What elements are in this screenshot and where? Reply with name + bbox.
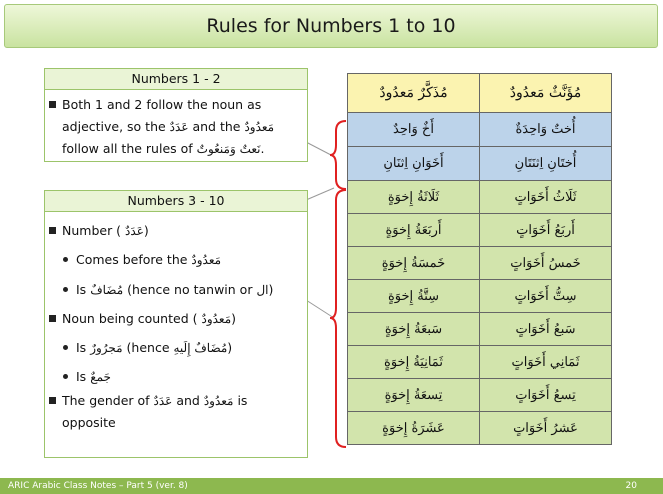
cell-masculine: سِتَّةُ إِخوَةٍ xyxy=(348,280,480,313)
cell-masculine: خَمسَةُ إِخوَةٍ xyxy=(348,247,480,280)
bullet-item: Noun being counted ( مَعدُودٌ) xyxy=(49,304,301,332)
bullet-dot-icon xyxy=(63,374,68,379)
cell-feminine: تِسعُ أَخَوَاتٍ xyxy=(480,379,612,412)
sub-bullet-item: Comes before the مَعدُودٌ xyxy=(63,244,301,274)
connector-line-2b xyxy=(306,300,334,318)
table-row xyxy=(348,379,612,412)
numbers-table xyxy=(347,73,612,445)
cell-feminine: أَربَعُ أَخَوَاتٍ xyxy=(480,214,612,247)
cell-masculine: عَشَرَةُ إِخوَةٍ xyxy=(348,412,480,445)
connector-line-2a xyxy=(306,188,334,200)
bullet-dot-icon xyxy=(63,257,68,262)
panel-heading: Numbers 3 - 10 xyxy=(45,191,307,212)
text-line: adjective, so the عَدَدٌ and the مَعدُودٌ xyxy=(62,119,275,134)
bullet-item: Number ( عَدَدٌ) xyxy=(49,216,301,244)
cell-feminine: ثَلَاثُ أَخَوَاتٍ xyxy=(480,181,612,214)
bullet-square-icon xyxy=(49,227,56,234)
page-number: 20 xyxy=(625,481,637,491)
bullet-dot-icon xyxy=(63,345,68,350)
page-title: Rules for Numbers 1 to 10 xyxy=(206,15,456,37)
table-row xyxy=(348,346,612,379)
numbers-1-2-panel xyxy=(44,68,308,162)
bullet-item xyxy=(49,94,301,160)
footer-bar xyxy=(0,478,663,494)
table-row xyxy=(348,214,612,247)
bullet-item: The gender of عَدَدٌ and مَعدُودٌ is opposite xyxy=(49,390,301,433)
panel-heading: Numbers 1 - 2 xyxy=(45,69,307,90)
cell-feminine: خَمسُ أَخَوَاتٍ xyxy=(480,247,612,280)
cell-feminine: ثَمَانِي أَخَوَاتٍ xyxy=(480,346,612,379)
table-row xyxy=(348,313,612,346)
cell-masculine: سَبعَةُ إِخوَةٍ xyxy=(348,313,480,346)
sub-bullet-item: Is مُضَافٌ (hence no tanwin or ال) xyxy=(63,274,301,304)
brace-2-icon xyxy=(330,190,346,447)
header-masculine: مُذَكَّرٌ مَعدُودٌ xyxy=(348,74,480,113)
cell-masculine: أَربَعَةُ إِخوَةٍ xyxy=(348,214,480,247)
table-header-row xyxy=(348,74,612,113)
cell-feminine: أُختَانِ اِثنَتَانِ xyxy=(480,147,612,181)
sub-bullet-item: Is جَمعٌ xyxy=(63,362,301,390)
bullet-square-icon xyxy=(49,101,56,108)
bullet-square-icon xyxy=(49,397,56,404)
table-row xyxy=(348,247,612,280)
table-row xyxy=(348,147,612,181)
cell-feminine: عَشرُ أَخَوَاتٍ xyxy=(480,412,612,445)
cell-masculine: ثَلَاثَةُ إِخوَةٍ xyxy=(348,181,480,214)
cell-feminine: سَبعُ أَخَوَاتٍ xyxy=(480,313,612,346)
cell-feminine: أُختٌ وَاحِدَةٌ xyxy=(480,113,612,147)
text-line: Both 1 and 2 follow the noun as xyxy=(62,97,262,112)
table-row xyxy=(348,181,612,214)
table-row xyxy=(348,412,612,445)
sub-bullet-item: Is مَجرُورٌ (hence مُضَافٌ إِلَيهِ) xyxy=(63,332,301,362)
cell-masculine: أَخَوَانِ اِثنَانِ xyxy=(348,147,480,181)
brace-1-icon xyxy=(330,121,346,189)
table-row xyxy=(348,113,612,147)
bullet-dot-icon xyxy=(63,287,68,292)
numbers-3-10-panel xyxy=(44,190,308,458)
cell-masculine: ثَمَانِيَةُ إِخوَةٍ xyxy=(348,346,480,379)
cell-masculine: تِسعَةُ إِخوَةٍ xyxy=(348,379,480,412)
header-feminine: مُؤَنَّثٌ مَعدُودٌ xyxy=(480,74,612,113)
connector-line-1 xyxy=(306,142,331,155)
cell-feminine: سِتُّ أَخَوَاتٍ xyxy=(480,280,612,313)
footer-text: ARIC Arabic Class Notes – Part 5 (ver. 8) xyxy=(8,481,188,491)
table-row xyxy=(348,280,612,313)
bullet-square-icon xyxy=(49,315,56,322)
text-line: follow all the rules of نَعتٌ وَمَنعُوتٌ. xyxy=(62,141,265,156)
cell-masculine: أَخٌ وَاحِدٌ xyxy=(348,113,480,147)
